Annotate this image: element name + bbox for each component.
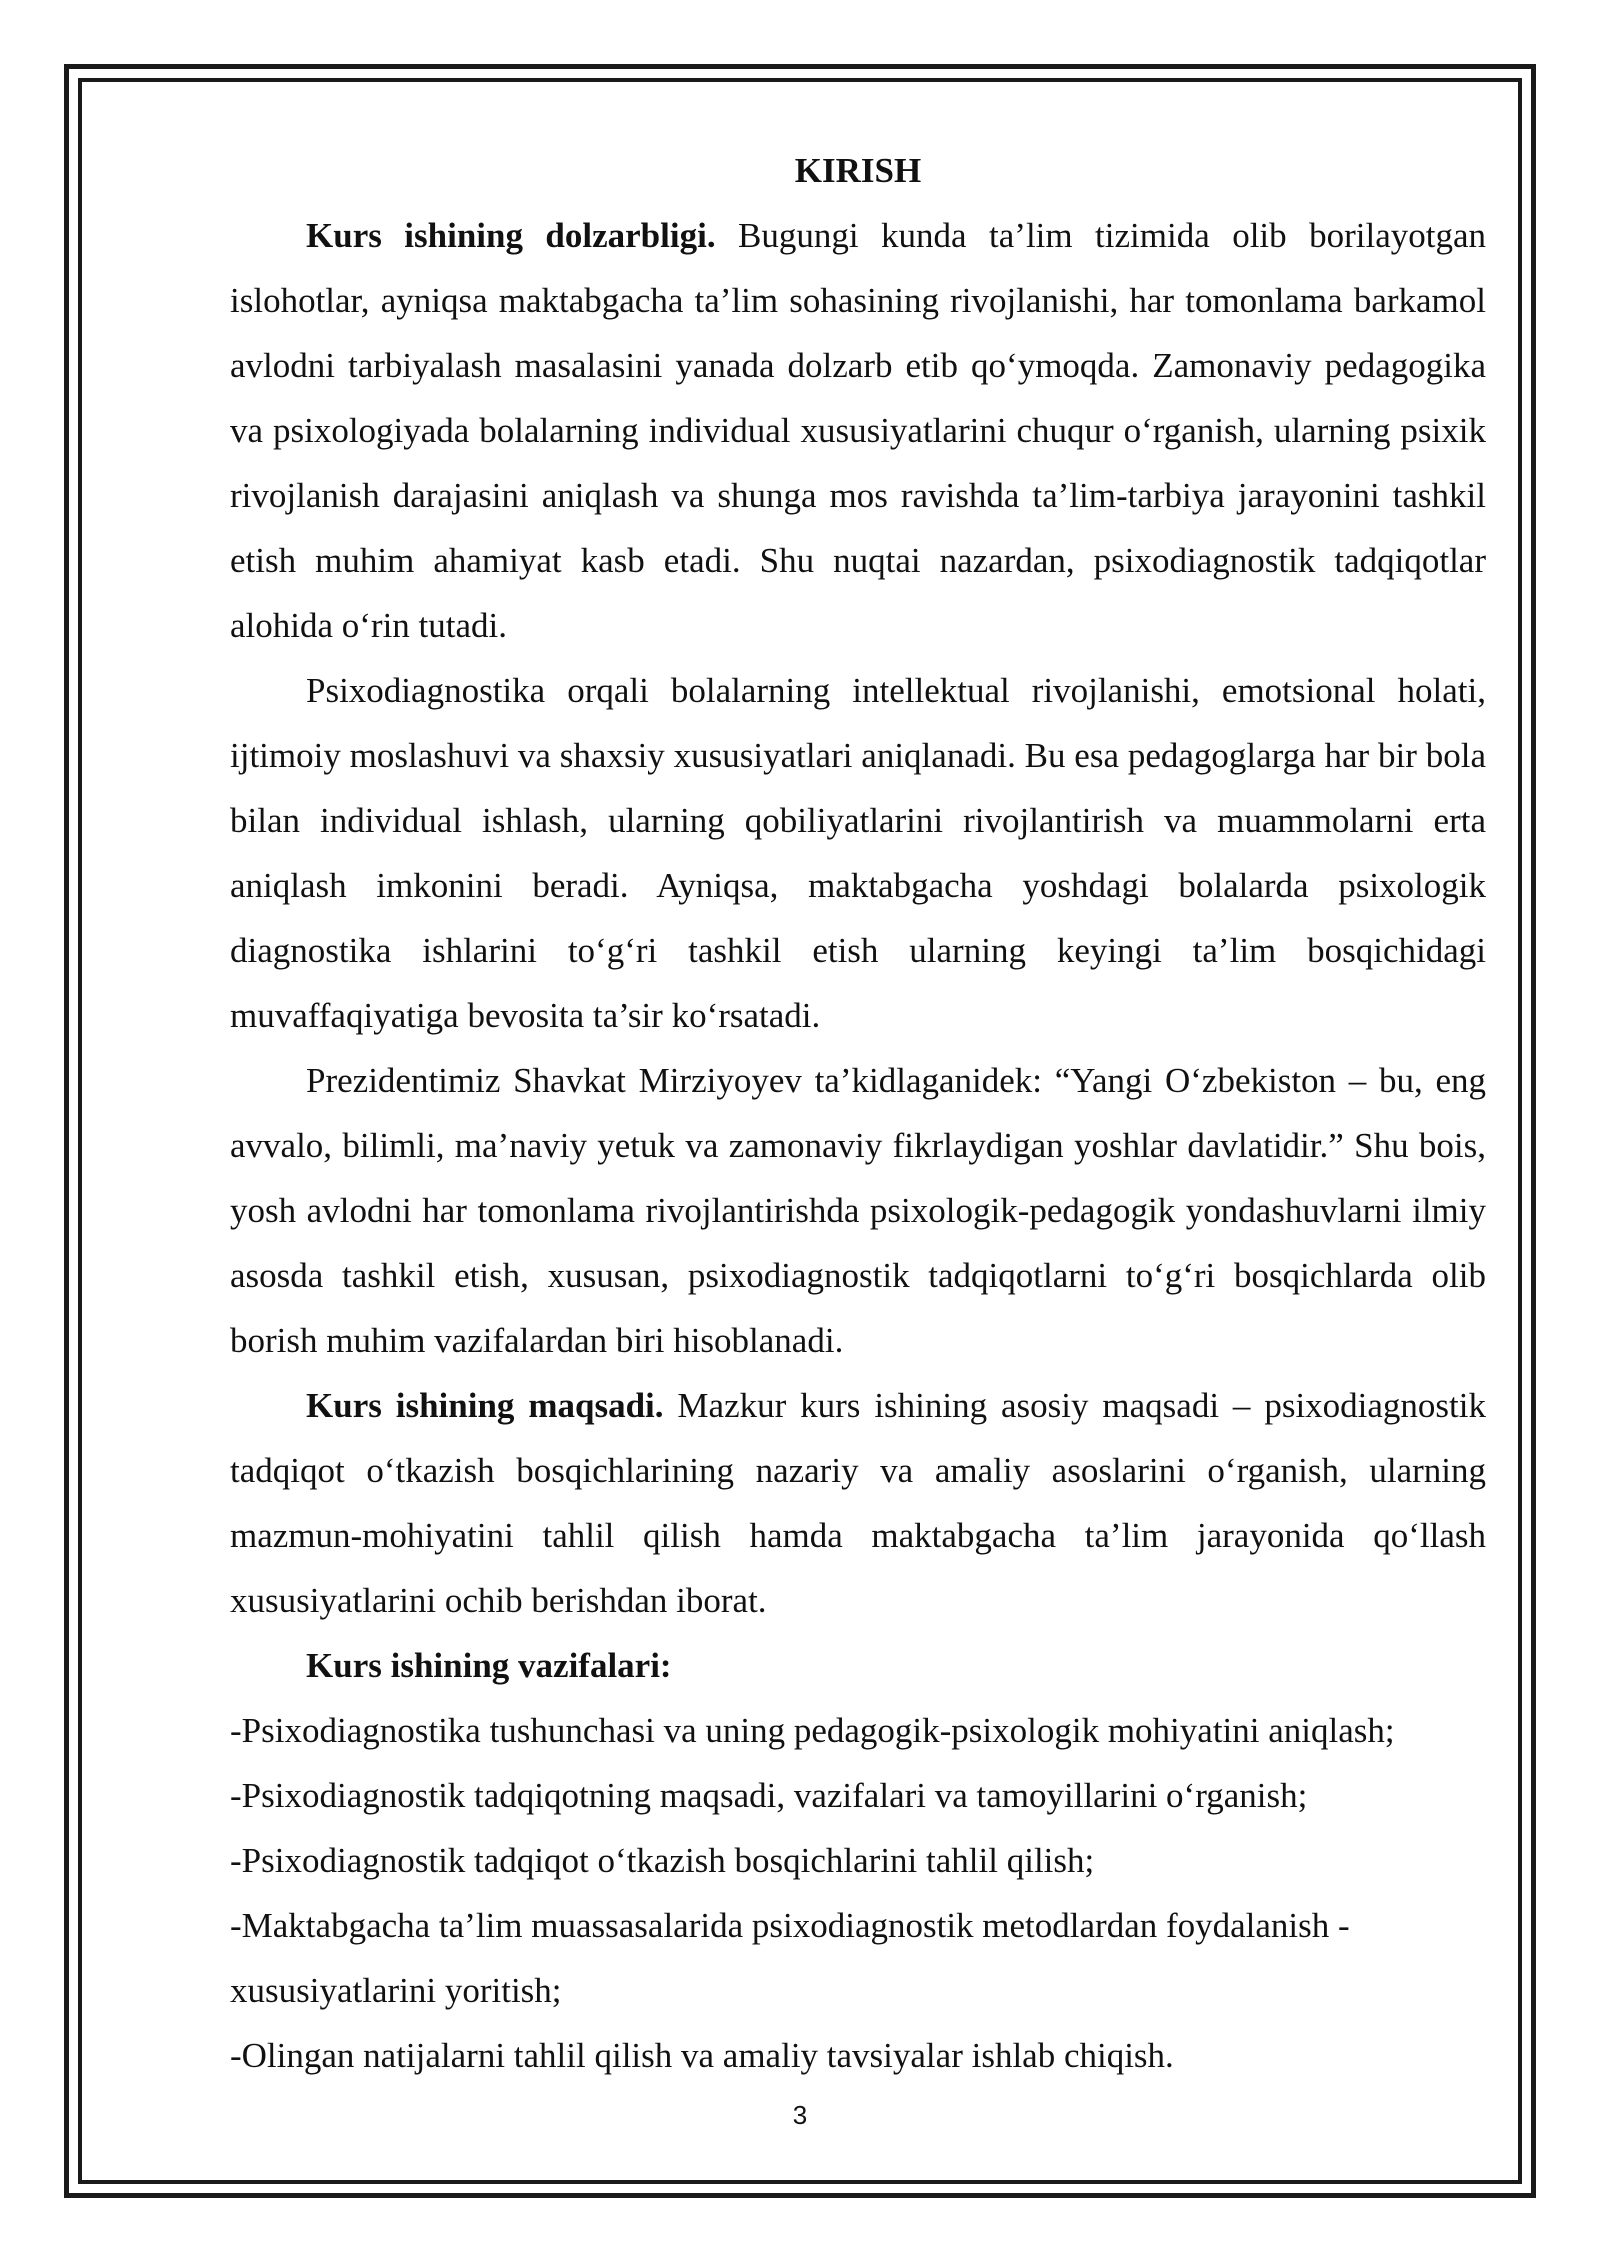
paragraph-psychodiagnostics xyxy=(230,658,1486,1048)
paragraph-relevance xyxy=(230,203,1486,658)
paragraph-president-quote xyxy=(230,1048,1486,1373)
goal-text: Mazkur kurs ishining asosiy maqsadi – psixodiagnostik tadqiqot o‘tkazish bosqichlarining nazariy va amaliy asoslarini o‘rganish, ularning mazmun-mohiyatini tahlil qilish hamda maktabgacha ta’lim jarayonida qo‘llash xususiyatlarini ochib berishdan iborat. xyxy=(230,1386,1486,1620)
list-item: -Psixodiagnostika tushunchasi va uning pedagogik-psixologik mohiyatini aniqlash; xyxy=(230,1711,1395,1750)
relevance-lead: Kurs ishining dolzarbligi. xyxy=(306,216,716,255)
page-content xyxy=(230,138,1486,2088)
list-item: -Psixodiagnostik tadqiqot o‘tkazish bosqichlarini tahlil qilish; xyxy=(230,1841,1095,1880)
page-title: KIRISH xyxy=(794,151,922,190)
list-item: -Maktabgacha ta’lim muassasalarida psixodiagnostik metodlardan foydalanish - xususiyatlarini yoritish; xyxy=(230,1906,1350,2010)
president-quote-text: Prezidentimiz Shavkat Mirziyoyev ta’kidlaganidek: “Yangi O‘zbekiston – bu, eng avvalo, bilimli, ma’naviy yetuk va zamonaviy fikrlaydigan yoshlar davlatidir.” Shu bois, yosh avlodni har tomonlama rivojlantirishda psixologik-pedagogik yondashuvlarni ilmiy asosda tashkil etish, xususan, psixodiagnostik tadqiqotlarni to‘g‘ri bosqichlarda olib borish muhim vazifalardan biri hisoblanadi. xyxy=(230,1061,1486,1360)
relevance-text: Bugungi kunda ta’lim tizimida olib borilayotgan islohotlar, ayniqsa maktabgacha ta’lim sohasining rivojlanishi, har tomonlama barkamol avlodni tarbiyalash masalasini yanada dolzarb etib qo‘ymoqda. Zamonaviy pedagogika va psixologiyada bolalarning individual xususiyatlarini chuqur o‘rganish, ularning psixik rivojlanish darajasini aniqlash va shunga mos ravishda ta’lim-tarbiya jarayonini tashkil etish muhim ahamiyat kasb etadi. Shu nuqtai nazardan, psixodiagnostik tadqiqotlar alohida o‘rin tutadi. xyxy=(230,216,1486,645)
goal-lead: Kurs ishining maqsadi. xyxy=(306,1386,664,1425)
page-number: 3 xyxy=(792,2100,808,2130)
list-item: -Psixodiagnostik tadqiqotning maqsadi, vazifalari va tamoyillarini o‘rganish; xyxy=(230,1776,1308,1815)
paragraph-goal xyxy=(230,1373,1486,1633)
list-item: -Olingan natijalarni tahlil qilish va amaliy tavsiyalar ishlab chiqish. xyxy=(230,2036,1174,2075)
psychodiagnostics-text: Psixodiagnostika orqali bolalarning intellektual rivojlanishi, emotsional holati, ijtimoiy moslashuvi va shaxsiy xususiyatlari aniqlanadi. Bu esa pedagoglarga har bir bola bilan individual ishlash, ularning qobiliyatlarini rivojlantirish va muammolarni erta aniqlash imkonini beradi. Ayniqsa, maktabgacha yoshdagi bolalarda psixologik diagnostika ishlarini to‘g‘ri tashkil etish ularning keyingi ta’lim bosqichidagi muvaffaqiyatiga bevosita ta’sir ko‘rsatadi. xyxy=(230,671,1486,1035)
tasks-list xyxy=(230,1698,1486,2088)
tasks-heading: Kurs ishining vazifalari: xyxy=(306,1646,672,1685)
